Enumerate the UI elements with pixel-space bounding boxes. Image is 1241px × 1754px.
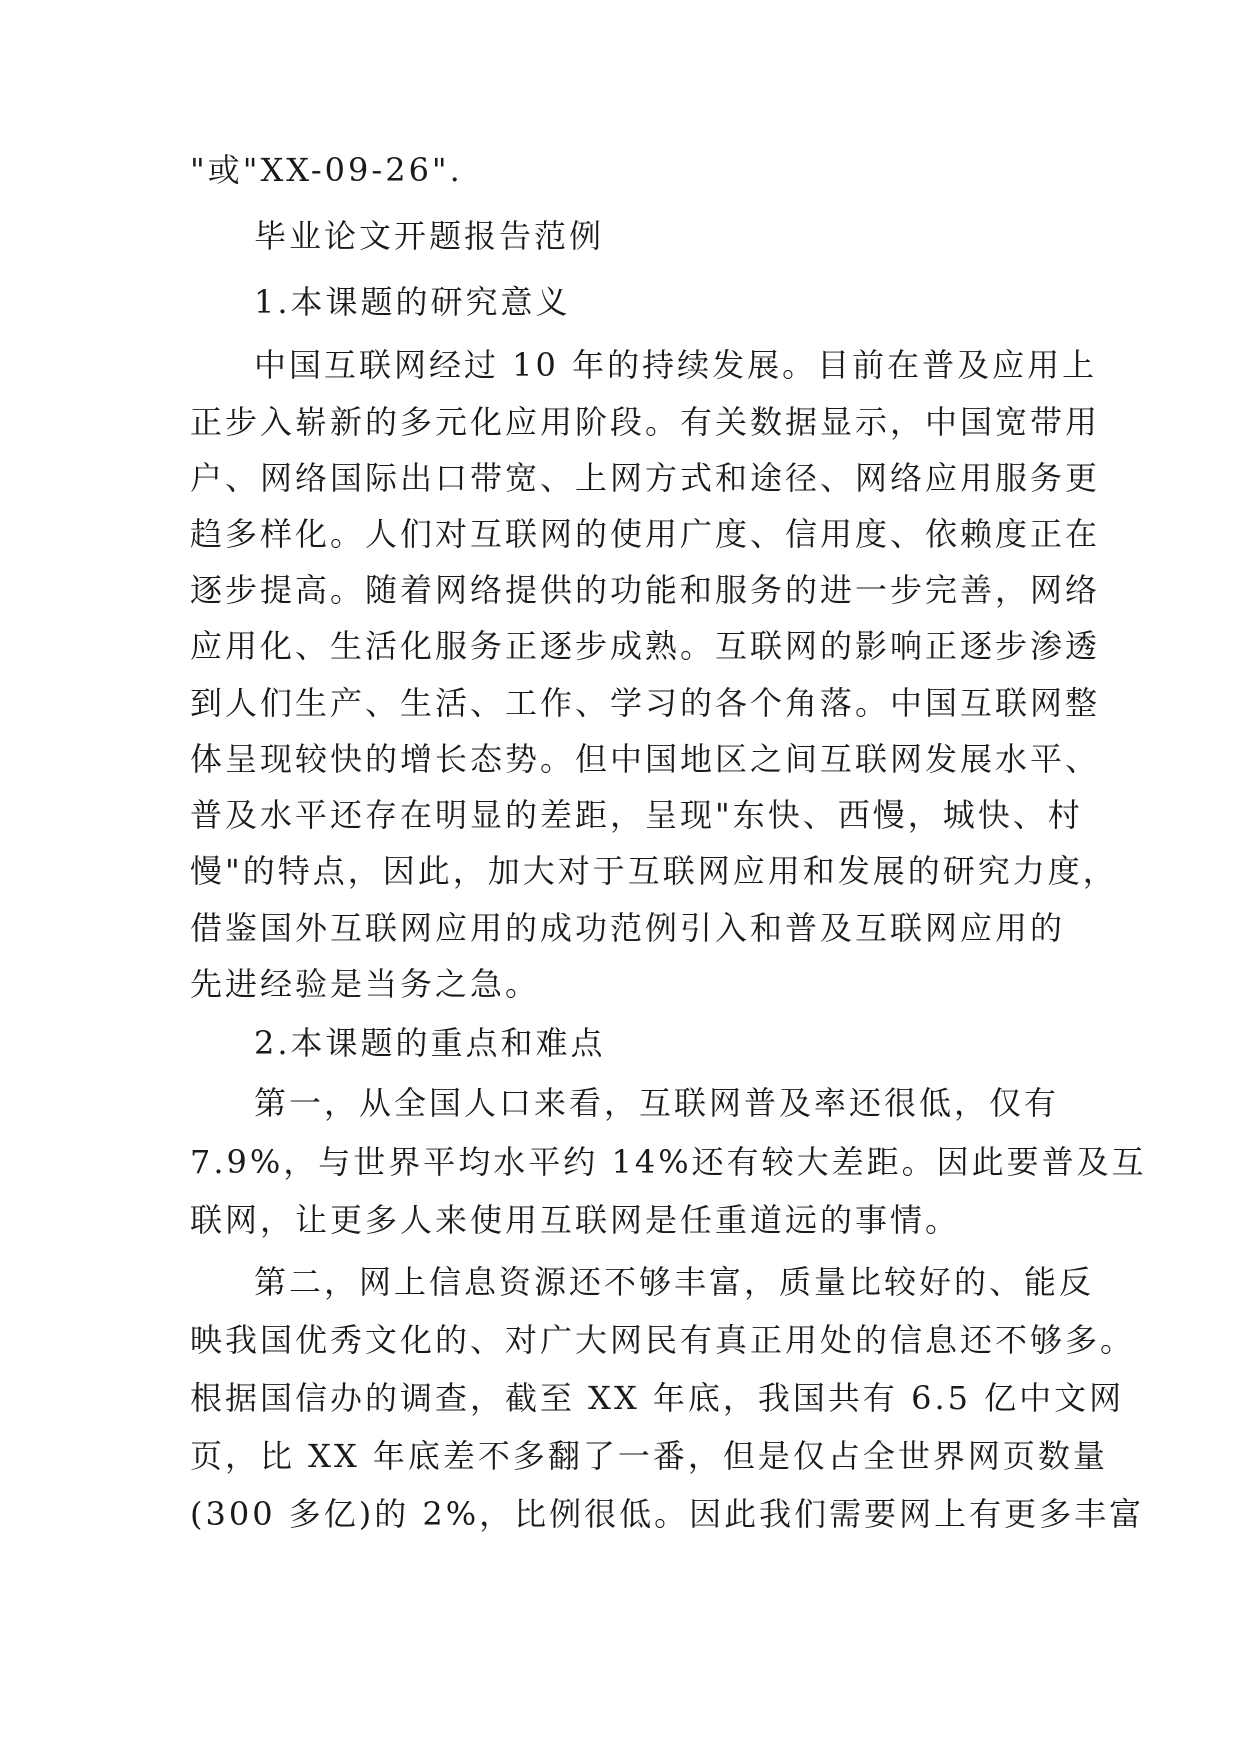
text-line: 联网，让更多人来使用互联网是任重道远的事情。 (190, 1201, 961, 1239)
text-line: 慢"的特点，因此，加大对于互联网应用和发展的研究力度， (190, 852, 1118, 890)
text-line: 逐步提高。随着网络提供的功能和服务的进一步完善，网络 (190, 571, 1101, 609)
text-line: 趋多样化。人们对互联网的使用广度、信用度、依赖度正在 (190, 515, 1101, 553)
text-line: 毕业论文开题报告范例 (254, 217, 605, 255)
text-line: 到人们生产、生活、工作、学习的各个角落。中国互联网整 (190, 684, 1101, 722)
text-line: 体呈现较快的增长态势。但中国地区之间互联网发展水平、 (190, 740, 1101, 778)
text-line: 第二，网上信息资源还不够丰富，质量比较好的、能反 (254, 1263, 1095, 1301)
text-line: 7.9%，与世界平均水平约 14%还有较大差距。因此要普及互 (190, 1143, 1147, 1181)
text-line: 应用化、生活化服务正逐步成熟。互联网的影响正逐步渗透 (190, 627, 1101, 665)
text-line: 根据国信办的调查，截至 XX 年底，我国共有 6.5 亿中文网 (190, 1379, 1125, 1417)
section-heading: 1.本课题的研究意义 (254, 283, 571, 321)
section-heading: 2.本课题的重点和难点 (254, 1024, 606, 1062)
text-line: (300 多亿)的 2%，比例很低。因此我们需要网上有更多丰富 (190, 1495, 1145, 1533)
text-line: 普及水平还存在明显的差距，呈现"东快、西慢，城快、村 (190, 796, 1083, 834)
text-line: 映我国优秀文化的、对广大网民有真正用处的信息还不够多。 (190, 1321, 1136, 1359)
text-line: 正步入崭新的多元化应用阶段。有关数据显示，中国宽带用 (190, 403, 1101, 441)
text-line: 户、网络国际出口带宽、上网方式和途径、网络应用服务更 (190, 459, 1101, 497)
text-line: "或"XX-09-26". (190, 151, 463, 189)
text-line: 第一，从全国人口来看，互联网普及率还很低，仅有 (254, 1084, 1060, 1122)
text-line: 借鉴国外互联网应用的成功范例引入和普及互联网应用的 (190, 909, 1066, 947)
text-line: 中国互联网经过 10 年的持续发展。目前在普及应用上 (254, 346, 1098, 384)
text-line: 页，比 XX 年底差不多翻了一番，但是仅占全世界网页数量 (190, 1437, 1108, 1475)
text-line: 先进经验是当务之急。 (190, 965, 541, 1003)
